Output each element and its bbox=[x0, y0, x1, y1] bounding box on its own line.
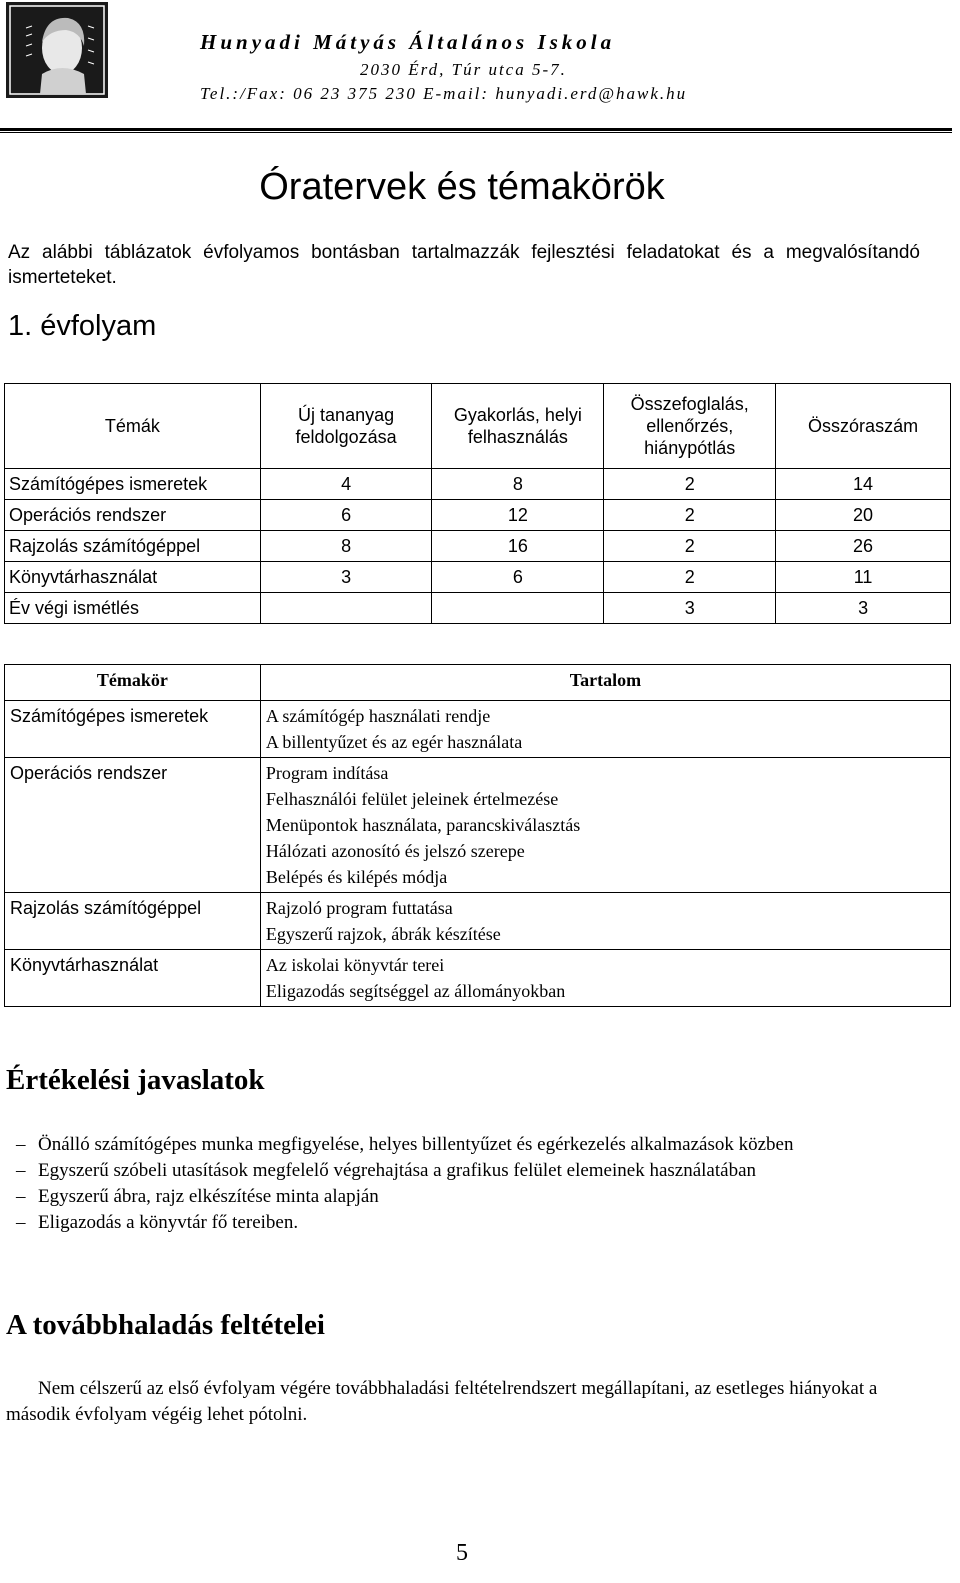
content-line: Az iskolai könyvtár terei bbox=[265, 955, 445, 975]
number-cell: 8 bbox=[432, 469, 604, 500]
number-cell: 16 bbox=[432, 531, 604, 562]
table-row bbox=[5, 562, 951, 593]
number-cell: 2 bbox=[604, 531, 776, 562]
topic-cell: Számítógépes ismeretek bbox=[5, 469, 261, 500]
dash-bullet-icon: – bbox=[16, 1212, 26, 1233]
topic-cell: Számítógépes ismeretek bbox=[5, 701, 261, 758]
number-cell: 8 bbox=[260, 531, 432, 562]
table-row bbox=[5, 469, 951, 500]
number-cell: 12 bbox=[432, 500, 604, 531]
content-table bbox=[4, 664, 951, 1007]
list-item: – Egyszerű ábra, rajz elkészítése minta alapján bbox=[6, 1184, 920, 1210]
col-header-content: Tartalom bbox=[260, 665, 950, 701]
page-title: Óratervek és témakörök bbox=[259, 166, 665, 208]
dash-bullet-icon: – bbox=[16, 1134, 26, 1155]
number-cell: 6 bbox=[432, 562, 604, 593]
number-cell: 26 bbox=[776, 531, 951, 562]
dash-bullet-icon: – bbox=[16, 1160, 26, 1181]
number-cell: 3 bbox=[604, 593, 776, 624]
number-cell: 14 bbox=[776, 469, 951, 500]
grade-heading: 1. évfolyam bbox=[8, 310, 157, 342]
table-row bbox=[5, 593, 951, 624]
content-table-header-row bbox=[5, 665, 951, 701]
list-item: – Önálló számítógépes munka megfigyelése, helyes billentyűzet és egérkezelés alkalmazások közben bbox=[6, 1132, 920, 1158]
content-line: A billentyűzet és az egér használata bbox=[265, 732, 523, 752]
page-number: 5 bbox=[456, 1540, 468, 1566]
table-row bbox=[5, 893, 951, 950]
content-cell bbox=[260, 758, 950, 893]
table-row bbox=[5, 500, 951, 531]
progression-paragraph: Nem célszerű az első évfolyam végére továbbhaladási feltételrendszert megállapítani, az esetleges hiányokat a második évfolyam végéig lehet pótolni. bbox=[6, 1378, 878, 1425]
number-cell: 3 bbox=[776, 593, 951, 624]
content-line: A számítógép használati rendje bbox=[265, 706, 491, 726]
col-header-topic: Témakör bbox=[5, 665, 261, 701]
table-row bbox=[5, 531, 951, 562]
intro-paragraph: Az alábbi táblázatok évfolyamos bontásban tartalmazzák fejlesztési feladatokat és a megvalósítandó ismerteteket. bbox=[8, 242, 920, 288]
topic-cell: Operációs rendszer bbox=[5, 500, 261, 531]
content-line: Hálózati azonosító és jelszó szerepe bbox=[265, 841, 525, 861]
topic-cell: Könyvtárhasználat bbox=[5, 562, 261, 593]
number-cell: 3 bbox=[260, 562, 432, 593]
dash-bullet-icon: – bbox=[16, 1186, 26, 1207]
content-cell bbox=[260, 701, 950, 758]
col-header-topics: Témák bbox=[5, 384, 261, 469]
number-cell: 2 bbox=[604, 469, 776, 500]
school-logo bbox=[6, 2, 108, 98]
content-line: Egyszerű rajzok, ábrák készítése bbox=[265, 924, 501, 944]
hours-table-header-row bbox=[5, 384, 951, 469]
content-line: Menüpontok használata, parancskiválasztás bbox=[265, 815, 581, 835]
school-name: Hunyadi Mátyás Általános Iskola bbox=[200, 30, 616, 54]
content-line: Program indítása bbox=[265, 763, 389, 783]
topic-cell: Operációs rendszer bbox=[5, 758, 261, 893]
progression-heading: A továbbhaladás feltételei bbox=[6, 1309, 325, 1341]
content-line: Eligazodás segítséggel az állományokban bbox=[265, 981, 566, 1001]
content-line: Rajzoló program futtatása bbox=[265, 898, 453, 918]
col-header-total-hours: Összóraszám bbox=[776, 384, 951, 469]
header-divider bbox=[0, 128, 952, 133]
col-header-summary: Összefoglalás, ellenőrzés, hiánypótlás bbox=[604, 384, 776, 469]
number-cell: 6 bbox=[260, 500, 432, 531]
page-header bbox=[0, 0, 960, 136]
col-header-new-material: Új tananyag feldolgozása bbox=[260, 384, 432, 469]
content-cell bbox=[260, 893, 950, 950]
number-cell: 2 bbox=[604, 500, 776, 531]
topic-cell: Könyvtárhasználat bbox=[5, 950, 261, 1007]
list-item: – Egyszerű szóbeli utasítások megfelelő végrehajtása a grafikus felület elemeinek használatában bbox=[6, 1158, 920, 1184]
hours-table bbox=[4, 383, 951, 624]
number-cell: 4 bbox=[260, 469, 432, 500]
topic-cell: Rajzolás számítógéppel bbox=[5, 893, 261, 950]
number-cell: 20 bbox=[776, 500, 951, 531]
table-row bbox=[5, 758, 951, 893]
table-row bbox=[5, 701, 951, 758]
school-contact: Tel.:/Fax: 06 23 375 230 E-mail: hunyadi.erd@hawk.hu bbox=[200, 84, 688, 103]
number-cell bbox=[432, 593, 604, 624]
topic-cell: Rajzolás számítógéppel bbox=[5, 531, 261, 562]
content-cell bbox=[260, 950, 950, 1007]
content-line: Belépés és kilépés módja bbox=[265, 867, 448, 887]
number-cell bbox=[260, 593, 432, 624]
evaluation-heading: Értékelési javaslatok bbox=[6, 1064, 265, 1096]
content-line: Felhasználói felület jeleinek értelmezése bbox=[265, 789, 559, 809]
school-address: 2030 Érd, Túr utca 5-7. bbox=[360, 60, 567, 79]
col-header-practice: Gyakorlás, helyi felhasználás bbox=[432, 384, 604, 469]
list-item: – Eligazodás a könyvtár fő tereiben. bbox=[6, 1210, 920, 1236]
table-row bbox=[5, 950, 951, 1007]
number-cell: 11 bbox=[776, 562, 951, 593]
number-cell: 2 bbox=[604, 562, 776, 593]
evaluation-list bbox=[6, 1132, 920, 1236]
topic-cell: Év végi ismétlés bbox=[5, 593, 261, 624]
king-portrait-icon bbox=[6, 2, 108, 98]
